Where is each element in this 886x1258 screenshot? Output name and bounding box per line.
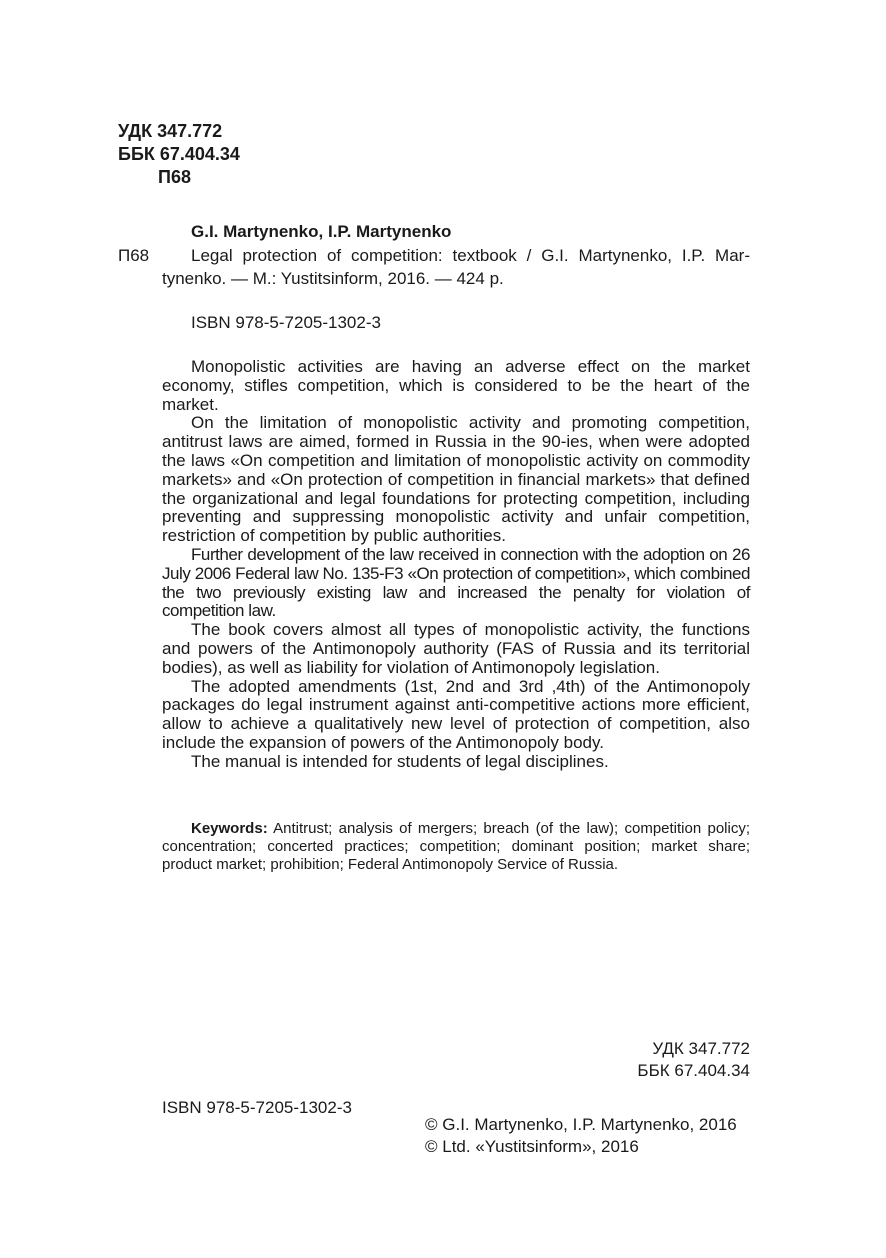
abstract-paragraph: The manual is intended for students of legal disciplines. [191, 751, 609, 771]
udk-code: УДК 347.772 [118, 121, 223, 141]
footer-isbn: ISBN 978-5-7205-1302-3 [162, 1098, 352, 1117]
author-heading: G.I. Martynenko, I.P. Martynenko [191, 222, 452, 241]
abstract-paragraph: The book covers almost all types of monopolistic activity, the functions and powers of the Antimonopoly authority (FAS of Russia and its territorial bodies), as well as liability for violation of Antimonopoly legislation. [162, 620, 750, 677]
copyright-publisher: © Ltd. «Yustitsinform», 2016 [425, 1137, 639, 1156]
bbk-code: ББК 67.404.34 [118, 144, 240, 164]
footer-classification [637, 1038, 750, 1082]
keywords-text: Antitrust; analysis of mergers; breach (of the law); competition policy; concentration; concerted practices; competition; dominant position; market share; product market; prohibition; Federal Antimonopoly Service of Russia. [162, 820, 750, 873]
abstract [162, 358, 750, 772]
isbn: ISBN 978-5-7205-1302-3 [191, 313, 381, 332]
bibliographic-description: Legal protection of competition: textbook / G.I. Martynenko, I.P. Martynenko. — M.: Yustitsinform, 2016. — 424 p. [162, 246, 750, 288]
copyright-authors: © G.I. Martynenko, I.P. Martynenko, 2016 [425, 1115, 737, 1134]
cutter-mark: П68 [118, 246, 150, 265]
copyright [425, 1114, 737, 1158]
abstract-paragraph: Further development of the law received in connection with the adoption on 26 July 2006 Federal law No. 135-F3 «On protection of competition», which combined the two previously existing law and increased the penalty for violation of competition law. [162, 544, 750, 621]
footer-udk: УДК 347.772 [652, 1039, 750, 1058]
classification-codes [118, 120, 240, 189]
cutter-code: П68 [158, 167, 191, 187]
keywords [162, 820, 750, 874]
abstract-paragraph: The adopted amendments (1st, 2nd and 3rd ,4th) of the Antimonopoly packages do legal instrument against anti-competitive actions more efficient, allow to achieve a qualitatively new level of protection of competition, also include the expansion of powers of the Antimonopoly body. [162, 676, 750, 752]
abstract-paragraph: Monopolistic activities are having an adverse effect on the market economy, stifles competition, which is considered to be the heart of the market. [162, 357, 750, 414]
footer-bbk: ББК 67.404.34 [637, 1061, 750, 1080]
keywords-label: Keywords: [191, 820, 268, 837]
abstract-paragraph: On the limitation of monopolistic activity and promoting competition, antitrust laws are aimed, formed in Russia in the 90-ies, when were adopted the laws «On competition and limitation of monopolistic activity on commodity markets» and «On protection of competition in financial markets» that defined the organizational and legal foundations for protecting competition, including preventing and suppressing monopolistic activity and unfair competition, restriction of competition by public authorities. [162, 413, 750, 546]
